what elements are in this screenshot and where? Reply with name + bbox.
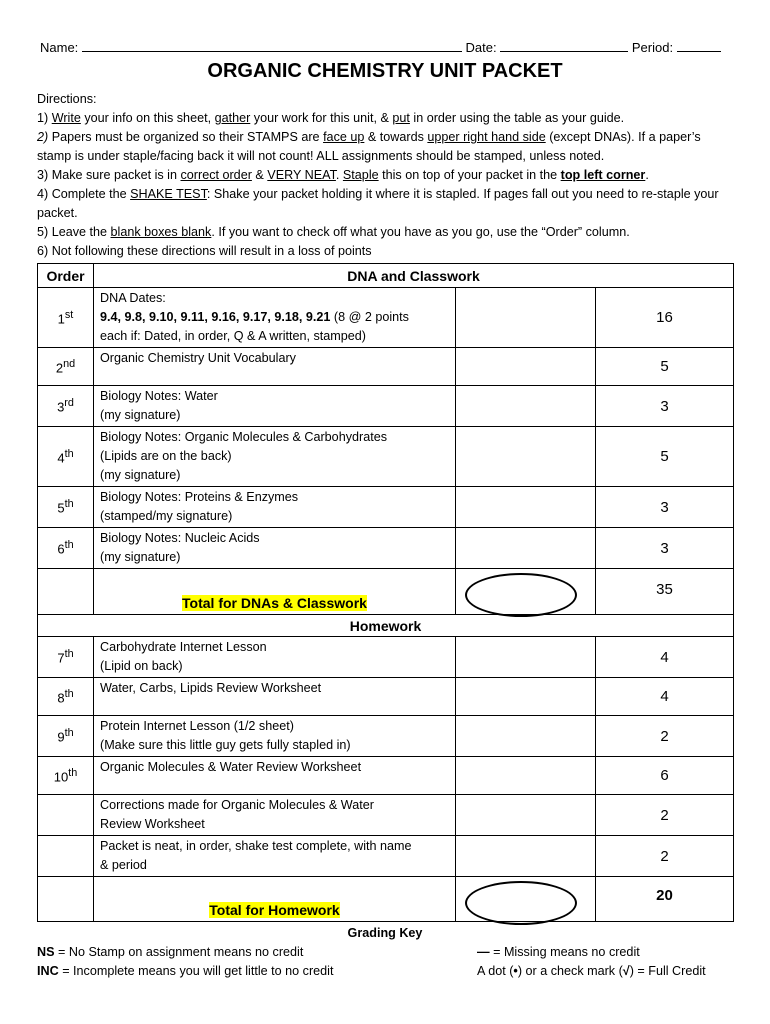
- total-row: [38, 569, 734, 615]
- direction-3: 3) Make sure packet is in correct order & VERY NEAT. Staple this on top of your packet in the top left corner.: [37, 168, 649, 182]
- blank-cell: [456, 528, 596, 569]
- table-row: [38, 637, 734, 678]
- points-cell: 6: [596, 757, 734, 795]
- blank-cell: [456, 795, 596, 836]
- assignment-cell: DNA Dates: 9.4, 9.8, 9.10, 9.11, 9.16, 9.17, 9.18, 9.21 (8 @ 2 points each if: Dated, in order, Q & A written, stamped): [94, 288, 456, 348]
- assignment-cell: Corrections made for Organic Molecules & Water Review Worksheet: [94, 795, 456, 836]
- order-cell[interactable]: [38, 795, 94, 836]
- direction-5: 5) Leave the blank boxes blank. If you want to check off what you have as you go, use the “Order” column.: [37, 225, 630, 239]
- blank-cell: [456, 637, 596, 678]
- table-row: [38, 386, 734, 427]
- order-cell[interactable]: 8th: [38, 678, 94, 716]
- points-cell: 2: [596, 836, 734, 877]
- blank-cell: [456, 716, 596, 757]
- directions: [37, 90, 737, 261]
- score-oval-cell: [456, 877, 596, 922]
- points-cell: 5: [596, 427, 734, 487]
- blank-cell: [456, 427, 596, 487]
- total-homework-label: Total for Homework: [209, 902, 340, 918]
- points-cell: 4: [596, 637, 734, 678]
- blank-cell: [456, 678, 596, 716]
- direction-1: 1) Write your info on this sheet, gather your work for this unit, & put in order using the table as your guide.: [37, 111, 625, 125]
- name-field[interactable]: [82, 39, 462, 52]
- blank-cell: [456, 836, 596, 877]
- classwork-column-header: DNA and Classwork: [94, 264, 734, 288]
- assignment-cell: Protein Internet Lesson (1/2 sheet) (Make sure this little guy gets fully stapled in): [94, 716, 456, 757]
- page-title: ORGANIC CHEMISTRY UNIT PACKET: [207, 60, 563, 82]
- table-row: [38, 348, 734, 386]
- order-cell[interactable]: 9th: [38, 716, 94, 757]
- table-row: [38, 288, 734, 348]
- assignment-cell: Packet is neat, in order, shake test complete, with name & period: [94, 836, 456, 877]
- order-cell[interactable]: 7th: [38, 637, 94, 678]
- order-cell[interactable]: 5th: [38, 487, 94, 528]
- ns-key: NS = No Stamp on assignment means no credit: [37, 945, 304, 959]
- table-row: [38, 836, 734, 877]
- order-cell[interactable]: [38, 836, 94, 877]
- homework-table: [37, 614, 734, 922]
- score-oval-cell: [456, 569, 596, 615]
- assignment-cell: Water, Carbs, Lipids Review Worksheet: [94, 678, 456, 716]
- points-cell: 4: [596, 678, 734, 716]
- homework-column-header: Homework: [38, 615, 734, 637]
- assignment-cell: Biology Notes: Proteins & Enzymes (stamped/my signature): [94, 487, 456, 528]
- table-row: [38, 487, 734, 528]
- full-credit-key: A dot (•) or a check mark (√) = Full Credit: [477, 964, 706, 978]
- blank-cell: [456, 487, 596, 528]
- grading-key: [37, 924, 733, 981]
- date-label: Date:: [465, 40, 497, 55]
- table-row: [38, 528, 734, 569]
- assignment-cell: Biology Notes: Organic Molecules & Carbohydrates (Lipids are on the back) (my signature): [94, 427, 456, 487]
- assignment-cell: Organic Chemistry Unit Vocabulary: [94, 348, 456, 386]
- period-field[interactable]: [677, 39, 721, 52]
- name-label: Name:: [40, 40, 79, 55]
- order-cell[interactable]: 1st: [38, 288, 94, 348]
- order-cell: [38, 877, 94, 922]
- total-classwork-label: Total for DNAs & Classwork: [182, 595, 367, 611]
- direction-2: 2) Papers must be organized so their STAMPS are face up & towards upper right hand side (except DNAs). If a paper’s stamp is under staple/facing back it will not count! ALL assignments should be stamped, unless noted.: [37, 130, 701, 163]
- order-cell[interactable]: 4th: [38, 427, 94, 487]
- blank-cell: [456, 757, 596, 795]
- points-cell: 3: [596, 386, 734, 427]
- total-row: [38, 877, 734, 922]
- direction-6: 6) Not following these directions will result in a loss of points: [37, 244, 372, 258]
- points-cell: 3: [596, 528, 734, 569]
- order-column-header: Order: [38, 264, 94, 288]
- order-cell[interactable]: 6th: [38, 528, 94, 569]
- table-row: [38, 757, 734, 795]
- assignment-cell: Biology Notes: Water (my signature): [94, 386, 456, 427]
- grading-key-title: Grading Key: [347, 926, 423, 940]
- score-oval[interactable]: [465, 881, 577, 925]
- total-points-cell: 35: [596, 569, 734, 615]
- total-points-cell: 20: [596, 877, 734, 922]
- total-label-cell: [94, 569, 456, 615]
- direction-4: 4) Complete the SHAKE TEST: Shake your packet holding it where it is stapled. If pages fall out you need to re-staple your packet.: [37, 187, 719, 220]
- blank-cell: [456, 386, 596, 427]
- blank-cell: [456, 348, 596, 386]
- total-label-cell: [94, 877, 456, 922]
- points-cell: 3: [596, 487, 734, 528]
- order-cell[interactable]: 2nd: [38, 348, 94, 386]
- table-row: [38, 795, 734, 836]
- table-row: [38, 427, 734, 487]
- table-row: [38, 716, 734, 757]
- order-cell: [38, 569, 94, 615]
- points-cell: 2: [596, 716, 734, 757]
- missing-key: — = Missing means no credit: [477, 945, 640, 959]
- directions-heading: Directions:: [37, 92, 97, 106]
- table-row: [38, 678, 734, 716]
- points-cell: 16: [596, 288, 734, 348]
- period-label: Period:: [631, 40, 674, 55]
- points-cell: 2: [596, 795, 734, 836]
- assignment-cell: Biology Notes: Nucleic Acids (my signature): [94, 528, 456, 569]
- points-cell: 5: [596, 348, 734, 386]
- score-oval[interactable]: [465, 573, 577, 617]
- assignment-cell: Carbohydrate Internet Lesson (Lipid on back): [94, 637, 456, 678]
- assignment-cell: Organic Molecules & Water Review Worksheet: [94, 757, 456, 795]
- order-cell[interactable]: 10th: [38, 757, 94, 795]
- blank-cell: [456, 288, 596, 348]
- classwork-table: [37, 263, 734, 615]
- student-info-header: [40, 39, 730, 55]
- date-field[interactable]: [500, 39, 628, 52]
- order-cell[interactable]: 3rd: [38, 386, 94, 427]
- inc-key: INC = Incomplete means you will get little to no credit: [37, 964, 334, 978]
